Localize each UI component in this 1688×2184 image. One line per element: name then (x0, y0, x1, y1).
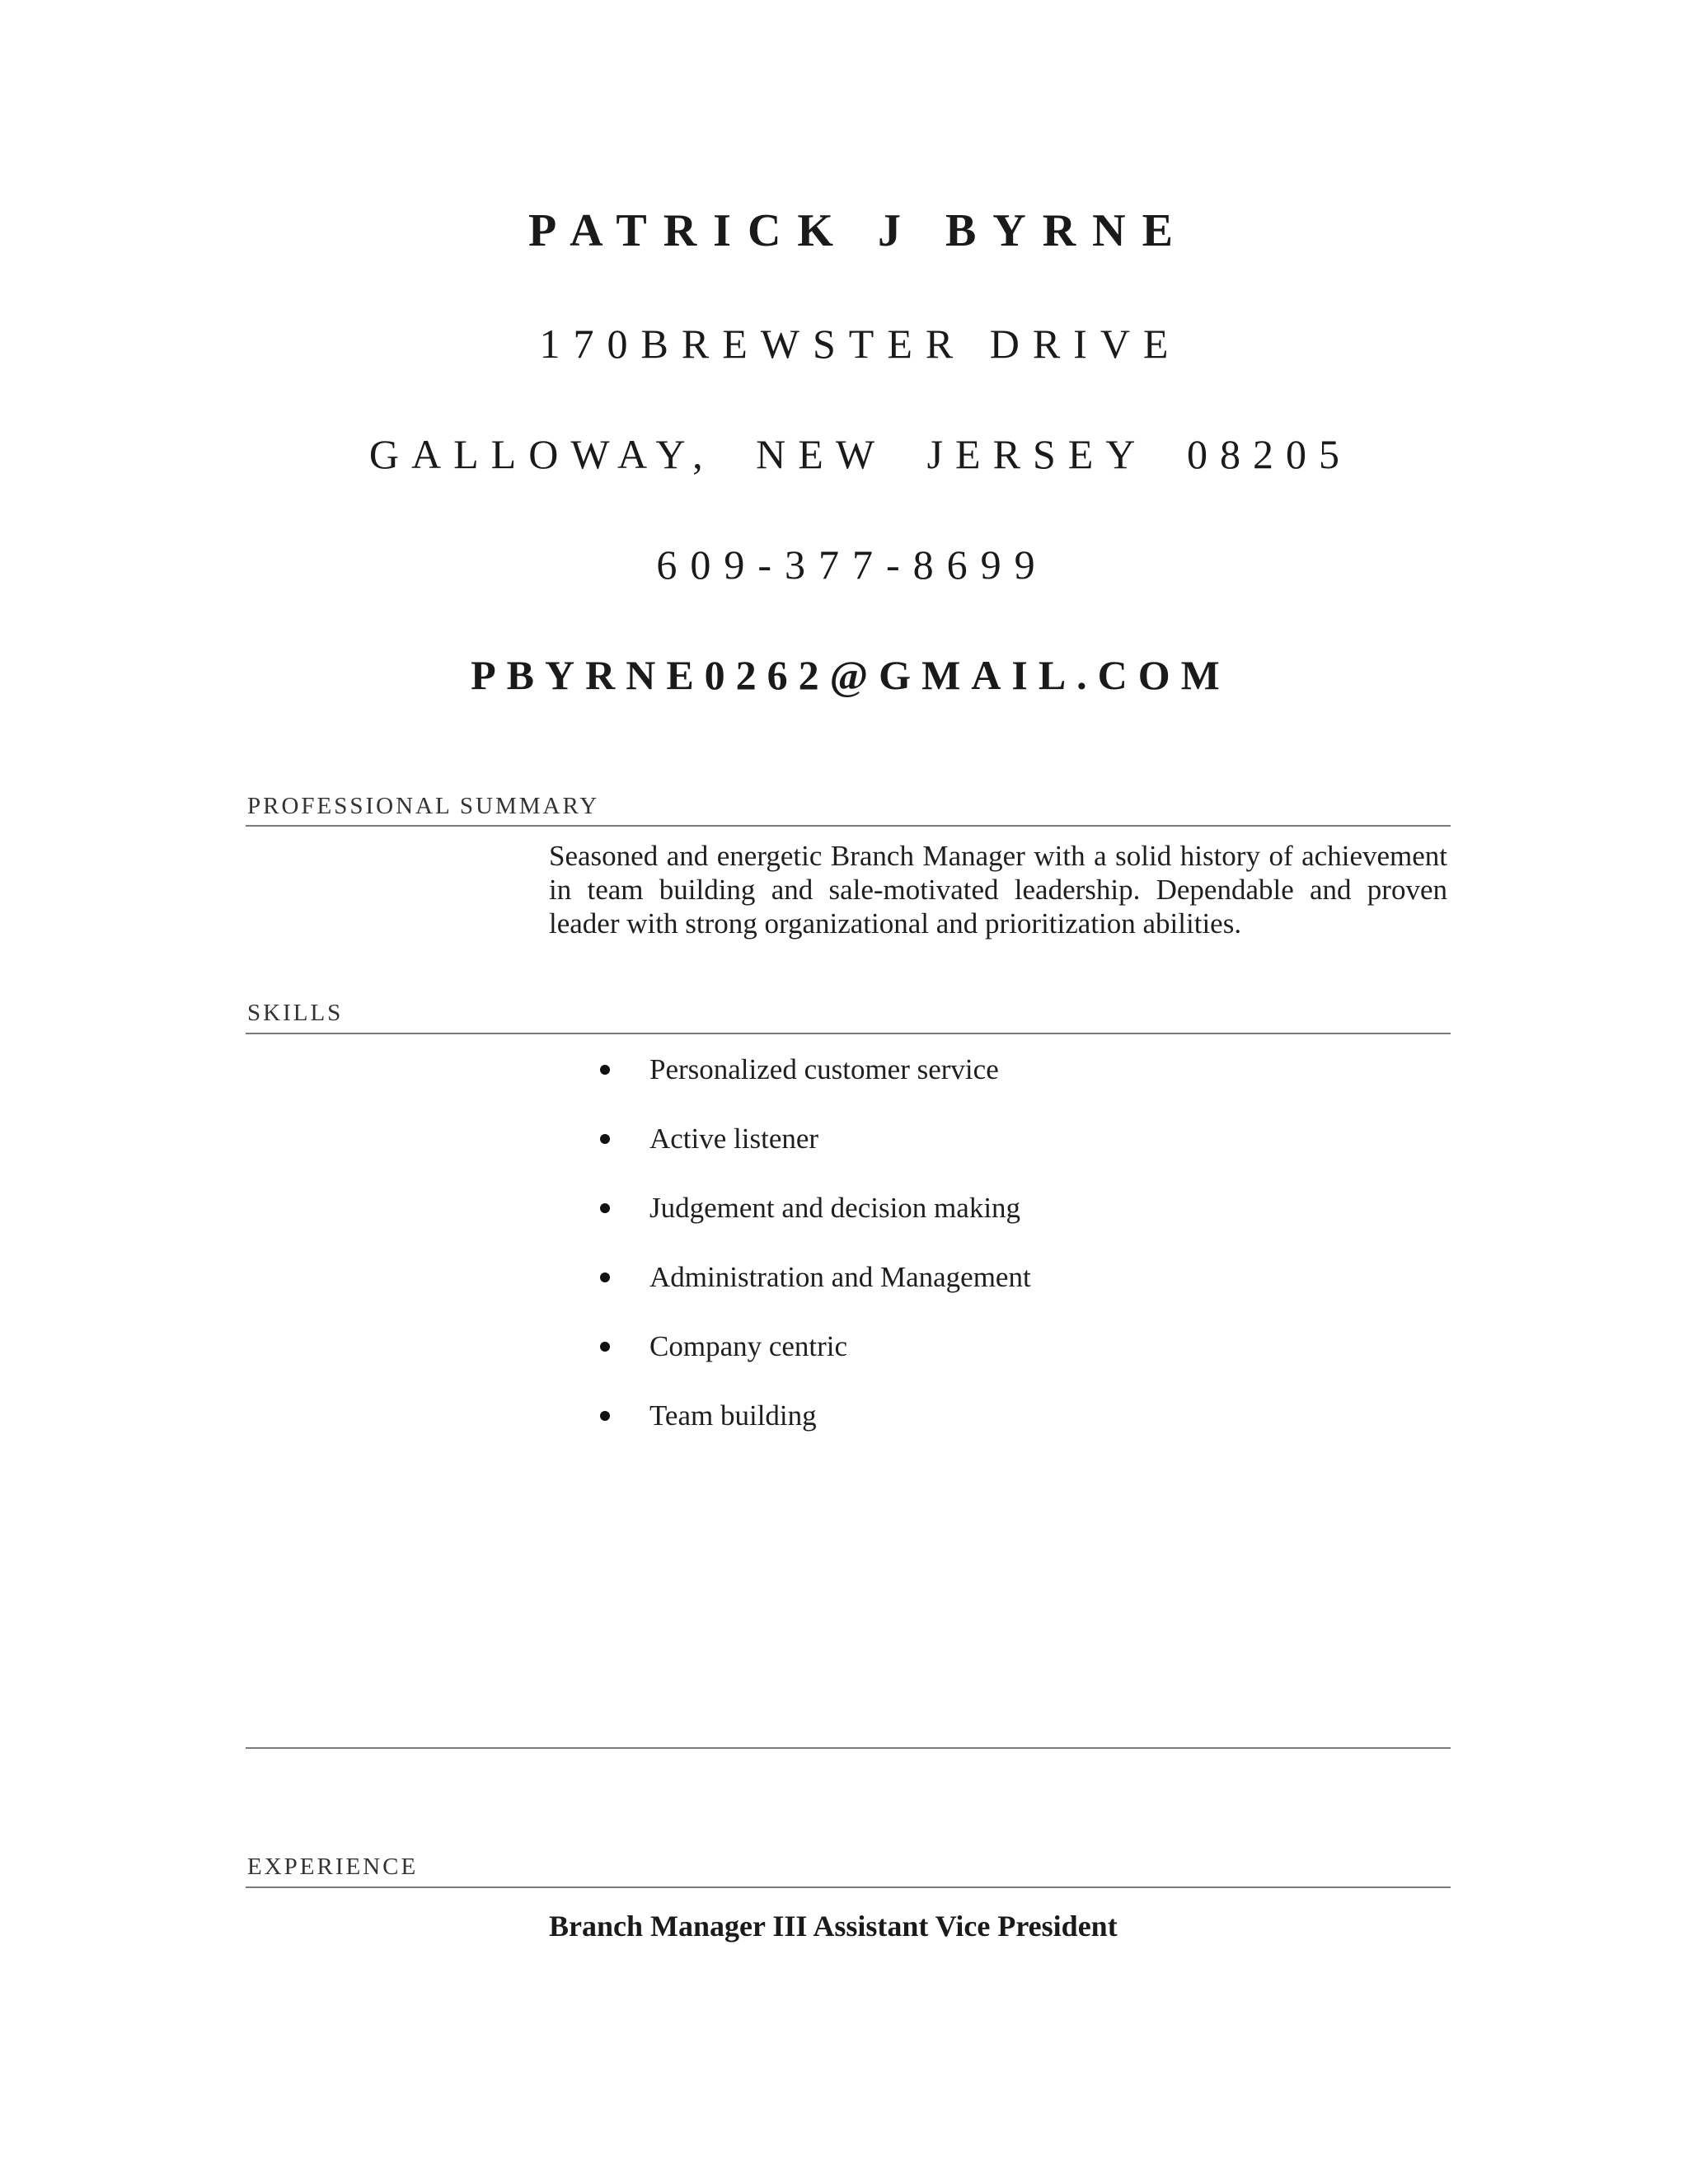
bullet-icon (600, 1272, 610, 1282)
summary-heading: PROFESSIONAL SUMMARY (247, 793, 600, 819)
skill-text: Team building (649, 1399, 817, 1432)
street-address: 170BREWSTER DRIVE (539, 321, 1182, 367)
section-divider (246, 1747, 1451, 1749)
skill-text: Active listener (649, 1122, 819, 1155)
bullet-icon (600, 1342, 610, 1352)
applicant-name: PATRICK J BYRNE (528, 205, 1189, 256)
summary-divider (246, 825, 1451, 827)
bullet-icon (600, 1065, 610, 1075)
skill-text: Company centric (649, 1330, 848, 1362)
city-state-zip: GALLOWAY, NEW JERSEY 08205 (368, 431, 1353, 477)
bullet-icon (600, 1203, 610, 1213)
experience-heading: EXPERIENCE (247, 1854, 419, 1880)
skill-text: Personalized customer service (649, 1053, 999, 1085)
skill-text: Judgement and decision making (649, 1192, 1021, 1224)
summary-text: Seasoned and energetic Branch Manager with a solid history of achievement in team building and sale-motivated leadership. Dependable and proven leader with strong organizational and prioritization abilities. (549, 840, 1447, 940)
skills-divider (246, 1033, 1451, 1034)
skill-text: Administration and Management (649, 1261, 1031, 1293)
bullet-icon (600, 1411, 610, 1421)
bullet-icon (600, 1134, 610, 1144)
job-title: Branch Manager III Assistant Vice President (549, 1910, 1118, 1943)
email-address: PBYRNE0262@GMAIL.COM (471, 652, 1231, 698)
experience-divider (246, 1886, 1451, 1888)
skills-heading: SKILLS (247, 1000, 344, 1026)
phone-number: 609-377-8699 (656, 541, 1048, 588)
